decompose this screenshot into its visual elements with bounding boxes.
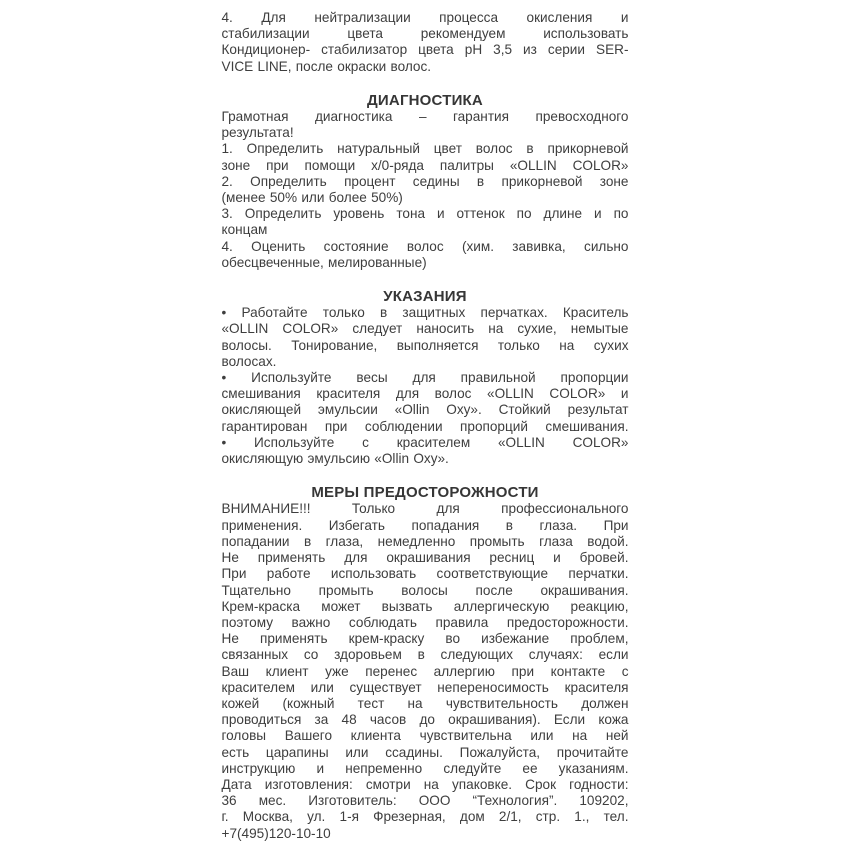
text-line: окисляющую эмульсию «Ollin Oxy».	[221, 451, 449, 467]
text-line: Кондиционер- стабилизатор цвета pH 3,5 из серии SER-	[221, 42, 629, 58]
document-body	[222, 0, 629, 842]
text-line: • Работайте только в защитных перчатках. Краситель	[221, 305, 629, 321]
text-line: г. Москва, ул. 1-я Фрезерная, дом 2/1, стр. 1., тел.	[221, 809, 629, 825]
section-heading: ДИАГНОСТИКА	[367, 91, 483, 109]
text-line: Ваш клиент уже перенес аллергию при контакте с	[221, 663, 629, 679]
text-line: VICE LINE, после окраски волос.	[221, 58, 432, 74]
text-line: «OLLIN COLOR» следует наносить на сухие, немытые	[221, 321, 629, 337]
text-line: 4. Оценить состояние волос (хим. завивка, сильно	[221, 238, 629, 254]
paragraph	[222, 305, 629, 467]
text-line: гарантирован при соблюдении пропорций смешивания.	[221, 418, 629, 434]
text-line: Тщательно промыть волосы после окрашивания.	[221, 582, 629, 598]
text-line: • Используйте весы для правильной пропорции	[221, 370, 629, 386]
text-line: стабилизации цвета рекомендуем использовать	[221, 26, 629, 42]
text-line: смешивания красителя для волос «OLLIN COLOR» и	[221, 386, 629, 402]
text-line: обесцвеченные, мелированные)	[221, 254, 427, 270]
text-line: результата!	[221, 125, 294, 141]
text-line: Грамотная диагностика – гарантия превосходного	[221, 109, 629, 125]
text-line: кожей (кожный тест на чувствительность должен	[221, 695, 629, 711]
text-line: концам	[221, 222, 268, 238]
text-line: Не применять крем-краску во избежание проблем,	[221, 631, 629, 647]
text-line: головы Вашего клиента чувствительна или на ней	[221, 728, 629, 744]
text-line: волосах.	[221, 353, 277, 369]
text-line: поэтому важно соблюдать правила предосторожности.	[221, 614, 629, 630]
text-line: красителем или существует непереносимость красителя	[221, 679, 629, 695]
paragraph	[222, 10, 629, 75]
text-line: 36 мес. Изготовитель: ООО “Технология”. 109202,	[221, 793, 629, 809]
text-line: волосы. Тонирование, выполняется только на сухих	[221, 337, 629, 353]
paragraph	[222, 501, 629, 841]
text-line: проводиться за 48 часов до окрашивания). Если кожа	[221, 712, 629, 728]
text-line: окисляющей эмульсии «Ollin Oxy». Стойкий результат	[221, 402, 629, 418]
text-line: Крем-краска может вызвать аллергическую реакцию,	[221, 598, 629, 614]
section-heading: МЕРЫ ПРЕДОСТОРОЖНОСТИ	[311, 484, 539, 502]
text-line: 2. Определить процент седины в прикорневой зоне	[221, 173, 629, 189]
text-line: инструкцию и непременно следуйте ее указаниям.	[221, 760, 629, 776]
text-line: 3. Определить уровень тона и оттенок по длине и по	[221, 206, 629, 222]
text-line: ВНИМАНИЕ!!! Только для профессионального	[221, 501, 629, 517]
text-line: применения. Избегать попадания в глаза. При	[221, 517, 629, 533]
text-line: +7(495)120-10-10	[221, 825, 331, 841]
paragraph	[222, 109, 629, 271]
text-line: связанных со здоровьем в следующих случаях: если	[221, 647, 629, 663]
text-line: При работе использовать соответствующие перчатки.	[221, 566, 629, 582]
text-line: • Используйте с красителем «OLLIN COLOR»	[221, 434, 629, 450]
text-line: Дата изготовления: смотри на упаковке. Срок годности:	[221, 776, 629, 792]
text-line: 1. Определить натуральный цвет волос в прикорневой	[221, 141, 629, 157]
text-line: есть царапины или ссадины. Пожалуйста, прочитайте	[221, 744, 629, 760]
text-line: 4. Для нейтрализации процесса окисления и	[221, 10, 629, 25]
text-line: (менее 50% или более 50%)	[221, 190, 403, 206]
text-line: Не применять для окрашивания ресниц и бровей.	[221, 550, 629, 566]
text-line: попадании в глаза, немедленно промыть глаза водой.	[221, 533, 629, 549]
text-line: зоне при помощи х/0-ряда палитры «OLLIN COLOR»	[221, 157, 629, 173]
section-heading: УКАЗАНИЯ	[383, 288, 467, 306]
